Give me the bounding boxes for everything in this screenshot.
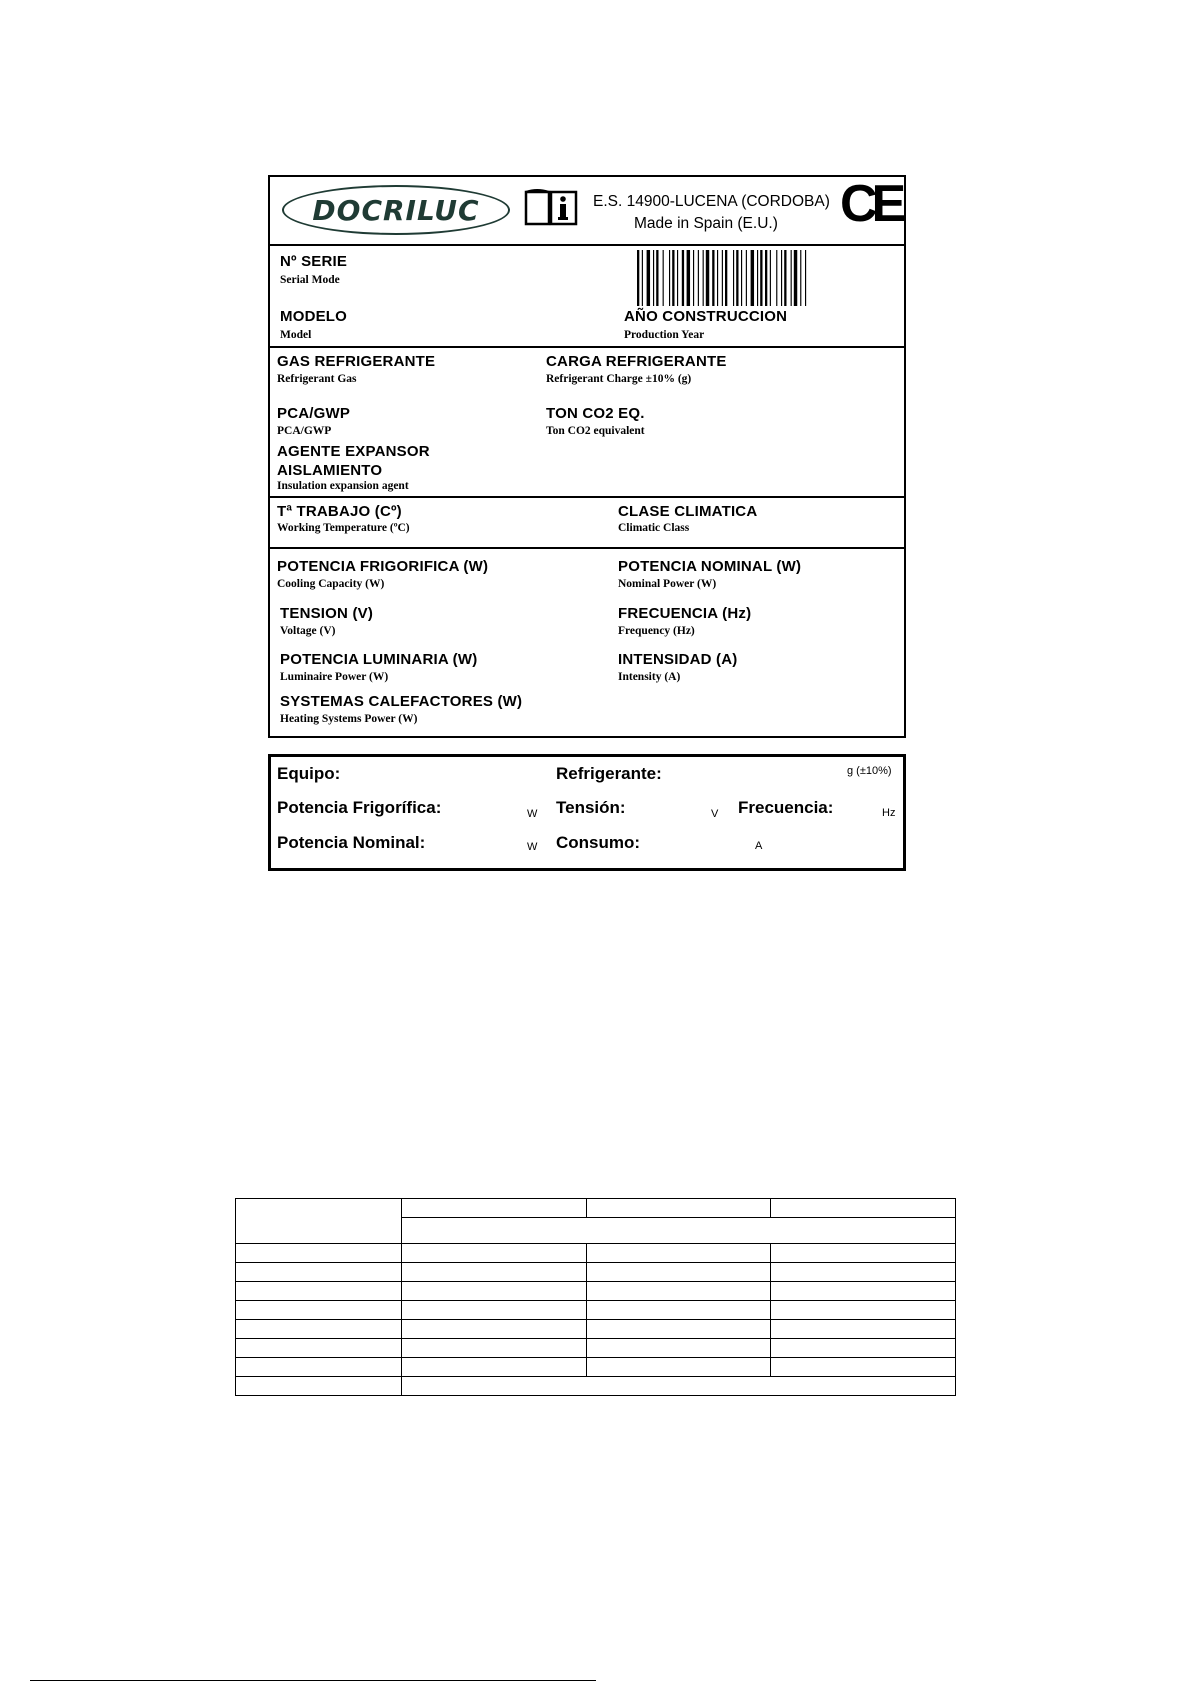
- voltage-sub: Voltage (V): [280, 625, 336, 637]
- table-cell: [586, 1339, 771, 1358]
- table-row: [236, 1320, 956, 1339]
- divider-identification: [268, 346, 906, 348]
- barcode-bar: [717, 250, 718, 306]
- table-cell: [402, 1320, 587, 1339]
- address-line-1: E.S. 14900-LUCENA (CORDOBA): [593, 193, 830, 210]
- barcode-bar: [653, 250, 654, 306]
- barcode-bar: [800, 250, 801, 306]
- table-row: [236, 1244, 956, 1263]
- barcode-bar: [669, 250, 670, 306]
- charge-label: CARGA REFRIGERANTE: [546, 353, 727, 370]
- table-cell: [236, 1377, 402, 1396]
- barcode-bar: [693, 250, 694, 306]
- class-sub: Climatic Class: [618, 522, 690, 534]
- barcode-bar: [781, 250, 782, 306]
- refrigerante-unit: g (±10%): [847, 765, 892, 777]
- ce-mark-icon: CE: [840, 175, 901, 233]
- table-row: [236, 1199, 956, 1218]
- heating-label: SYSTEMAS CALEFACTORES (W): [280, 693, 523, 710]
- freq-sub: Frequency (Hz): [618, 625, 695, 637]
- manual-info-icon: [523, 188, 579, 228]
- cooling-label: POTENCIA FRIGORIFICA (W): [277, 558, 489, 575]
- luminaire-sub: Luminaire Power (W): [280, 671, 389, 683]
- intensity-label: INTENSIDAD (A): [618, 651, 738, 668]
- table-cell: [402, 1282, 587, 1301]
- charge-sub: Refrigerant Charge ±10% (g): [546, 373, 692, 385]
- table-cell: [236, 1301, 402, 1320]
- refrigerante-label: Refrigerante:: [556, 764, 662, 783]
- barcode-bar: [770, 250, 771, 306]
- table-cell: [402, 1199, 587, 1218]
- table-cell: [402, 1377, 956, 1396]
- freq-label: FRECUENCIA (Hz): [618, 605, 752, 622]
- table-cell: [402, 1263, 587, 1282]
- barcode-bar: [746, 250, 747, 306]
- table-row: [236, 1358, 956, 1377]
- barcode-bar: [703, 250, 704, 306]
- barcode-bar: [637, 250, 639, 306]
- cooling-sub: Cooling Capacity (W): [277, 578, 385, 590]
- barcode-bar: [656, 250, 658, 306]
- footnote-separator: [30, 1680, 596, 1681]
- table-cell: [771, 1301, 956, 1320]
- table-cell: [236, 1339, 402, 1358]
- pot-frig-unit: W: [527, 808, 538, 820]
- barcode: [637, 250, 883, 306]
- table-row: [236, 1282, 956, 1301]
- pot-nominal-label: Potencia Nominal:: [277, 833, 426, 852]
- co2-label: TON CO2 EQ.: [546, 405, 645, 422]
- table-cell: [771, 1320, 956, 1339]
- table-cell: [586, 1301, 771, 1320]
- heating-sub: Heating Systems Power (W): [280, 713, 418, 725]
- barcode-bar: [687, 250, 690, 306]
- table-cell: [771, 1263, 956, 1282]
- table-cell: [402, 1244, 587, 1263]
- year-sub: Production Year: [624, 329, 705, 341]
- modelo-sub: Model: [280, 329, 312, 341]
- tension-label: Tensión:: [556, 798, 626, 817]
- pot-nominal-unit: W: [527, 841, 538, 853]
- agent-label-1: AGENTE EXPANSOR: [277, 443, 430, 460]
- barcode-bar: [776, 250, 777, 306]
- table-cell: [771, 1358, 956, 1377]
- gwp-sub: PCA/GWP: [277, 425, 332, 437]
- barcode-bar: [736, 250, 738, 306]
- barcode-bar: [642, 250, 643, 306]
- tension-unit: V: [711, 808, 719, 820]
- class-label: CLASE CLIMATICA: [618, 503, 758, 520]
- table-cell: [236, 1244, 402, 1263]
- divider-header: [268, 244, 906, 246]
- divider-refrigerant: [268, 496, 906, 498]
- empty-spec-table: [235, 1198, 956, 1396]
- divider-climate: [268, 547, 906, 549]
- temp-sub: Working Temperature (ºC): [277, 522, 410, 534]
- barcode-bar: [741, 250, 742, 306]
- co2-sub: Ton CO2 equivalent: [546, 425, 645, 437]
- table-cell: [586, 1244, 771, 1263]
- gas-label: GAS REFRIGERANTE: [277, 353, 436, 370]
- barcode-bar: [765, 250, 767, 306]
- table-cell: [402, 1218, 956, 1244]
- table-cell: [586, 1320, 771, 1339]
- table-cell: [402, 1339, 587, 1358]
- barcode-bar: [794, 250, 797, 306]
- table-cell: [236, 1199, 402, 1244]
- luminaire-label: POTENCIA LUMINARIA (W): [280, 651, 478, 668]
- barcode-bar: [733, 250, 734, 306]
- nominal-sub: Nominal Power (W): [618, 578, 717, 590]
- intensity-sub: Intensity (A): [618, 671, 681, 683]
- pot-frig-label: Potencia Frigorífica:: [277, 798, 442, 817]
- table-cell: [236, 1263, 402, 1282]
- table-cell: [586, 1199, 771, 1218]
- table-row: [236, 1339, 956, 1358]
- barcode-bar: [725, 250, 727, 306]
- address-line-2: Made in Spain (E.U.): [634, 215, 778, 232]
- table-cell: [402, 1358, 587, 1377]
- barcode-bar: [805, 250, 806, 306]
- table-cell: [402, 1301, 587, 1320]
- table-row: [236, 1377, 956, 1396]
- consumo-unit: A: [755, 840, 763, 852]
- table-cell: [586, 1358, 771, 1377]
- table-cell: [236, 1320, 402, 1339]
- barcode-bar: [698, 250, 699, 306]
- serie-sub: Serial Mode: [280, 274, 340, 286]
- barcode-bar: [751, 250, 754, 306]
- table-cell: [771, 1199, 956, 1218]
- table-cell: [771, 1282, 956, 1301]
- table-row: [236, 1301, 956, 1320]
- barcode-bar: [682, 250, 684, 306]
- table-cell: [586, 1282, 771, 1301]
- year-label: AÑO CONSTRUCCION: [624, 308, 788, 325]
- modelo-label: MODELO: [280, 308, 348, 325]
- barcode-bar: [791, 250, 792, 306]
- table-cell: [771, 1339, 956, 1358]
- serie-label: Nº SERIE: [280, 253, 348, 270]
- barcode-bar: [784, 250, 786, 306]
- temp-label: Tª TRABAJO (Cº): [277, 503, 402, 520]
- barcode-bar: [647, 250, 650, 306]
- table-row: [236, 1263, 956, 1282]
- frecuencia-label: Frecuencia:: [738, 798, 834, 817]
- barcode-bar: [712, 250, 714, 306]
- barcode-bar: [760, 250, 762, 306]
- frecuencia-unit: Hz: [882, 807, 896, 819]
- table-cell: [771, 1244, 956, 1263]
- barcode-bar: [663, 250, 664, 306]
- gwp-label: PCA/GWP: [277, 405, 351, 422]
- consumo-label: Consumo:: [556, 833, 641, 852]
- barcode-bar: [757, 250, 758, 306]
- agent-label-2: AISLAMIENTO: [277, 462, 383, 479]
- barcode-bar: [672, 250, 674, 306]
- voltage-label: TENSION (V): [280, 605, 374, 622]
- agent-sub: Insulation expansion agent: [277, 480, 409, 492]
- docriluc-logo: [282, 185, 510, 235]
- logo-text: DOCRILUC: [312, 193, 480, 227]
- table-cell: [236, 1358, 402, 1377]
- table-cell: [586, 1263, 771, 1282]
- equipo-label: Equipo:: [277, 764, 341, 783]
- barcode-bar: [677, 250, 678, 306]
- nominal-label: POTENCIA NOMINAL (W): [618, 558, 802, 575]
- table-cell: [236, 1282, 402, 1301]
- gas-sub: Refrigerant Gas: [277, 373, 357, 385]
- barcode-bar: [706, 250, 709, 306]
- barcode-bar: [722, 250, 723, 306]
